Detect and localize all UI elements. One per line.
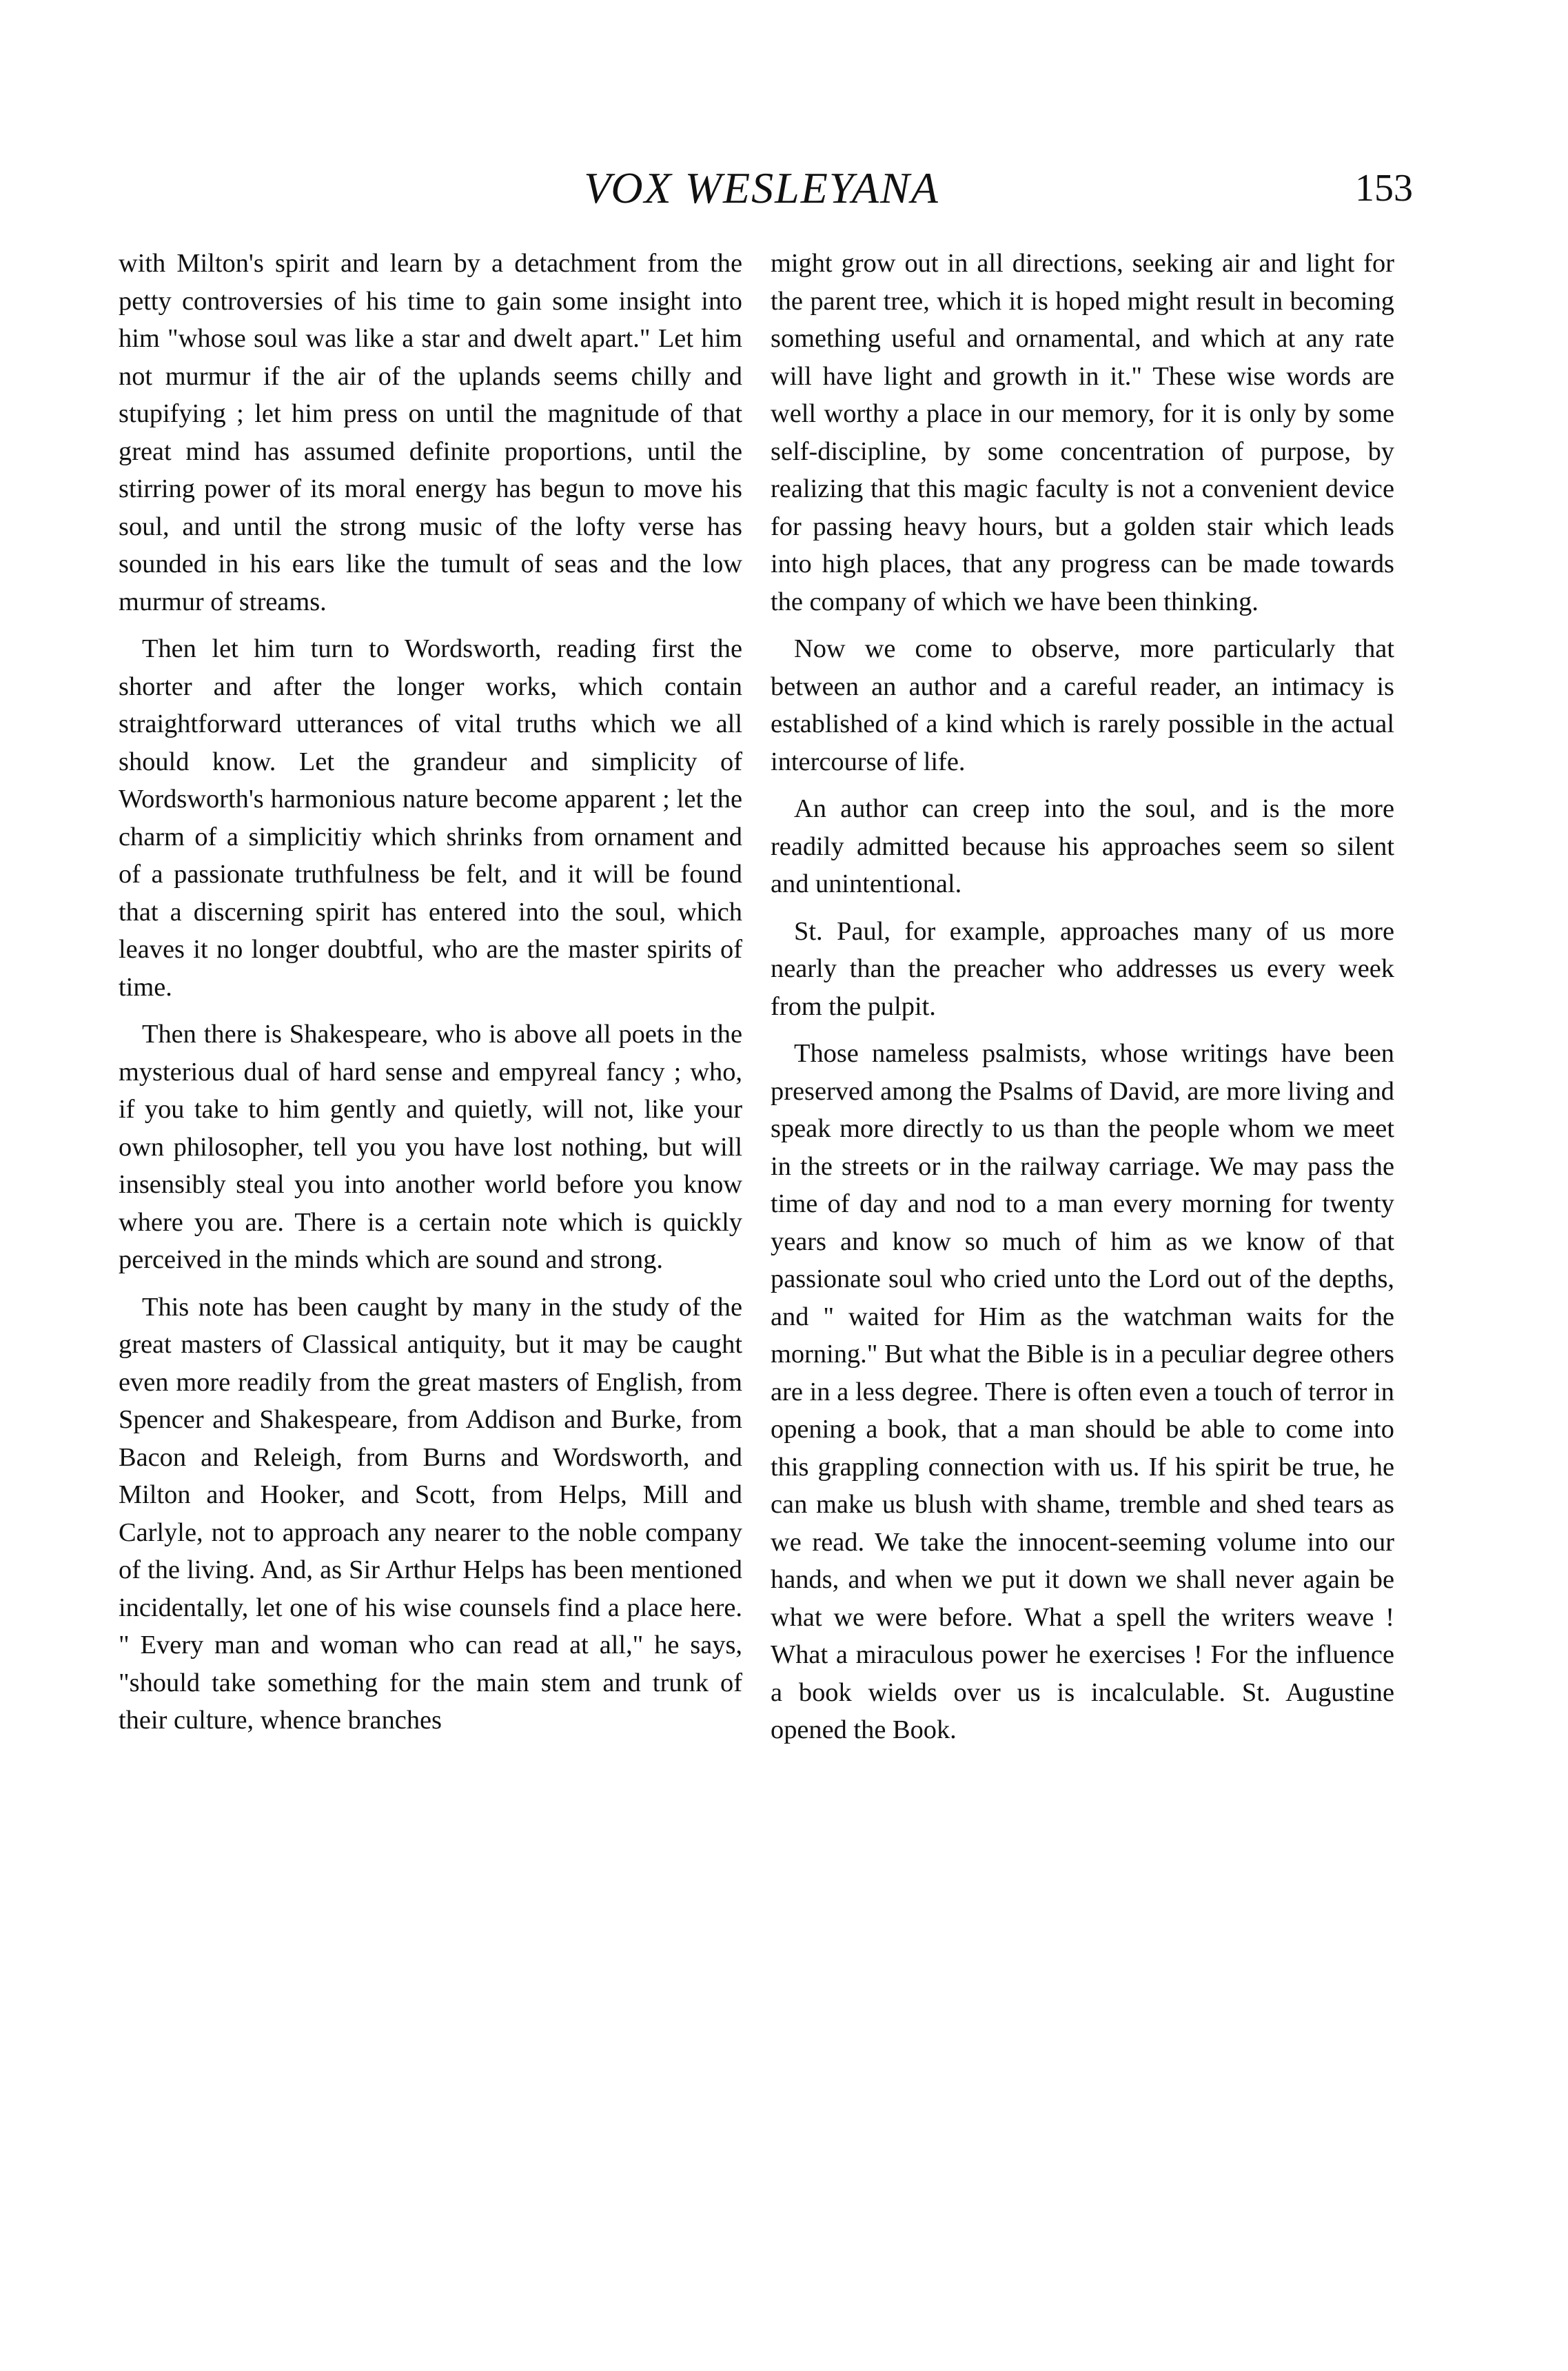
running-head	[110, 157, 1413, 219]
paragraph: This note has been caught by many in the study of the great masters of Classical antiquity, but it may be caught even more readily from the great masters of English, from Spencer and Shakespeare, from Addison and Burke, from Bacon and Releigh, from Burns and Wordsworth, and Milton and Hooker, and Scott, from Helps, Mill and Carlyle, not to approach any nearer to the noble company of the living. And, as Sir Arthur Helps has been mentioned incidentally, let one of his wise counsels find a place here. " Every man and woman who can read at all," he says, "should take something for the main stem and trunk of their culture, whence branches	[119, 1292, 742, 1735]
paragraph: Then there is Shakespeare, who is above all poets in the mysterious dual of hard sense and empyreal fancy ; who, if you take to him gently and quietly, will not, like your own philosopher, tell you you have lost nothing, but will insensibly steal you into another world before you know where you are. There is a certain note which is quickly perceived in the minds which are sound and strong.	[119, 1020, 742, 1274]
paragraph: Now we come to observe, more particularly that between an author and a careful reader, an intimacy is established of a kind which is rarely possible in the actual intercourse of life.	[771, 634, 1394, 776]
right-column	[771, 245, 1394, 1759]
paragraph: might grow out in all directions, seeking air and light for the parent tree, which it is hoped might result in becoming something useful and ornamental, and which at any rate will have light and growth in it." These wise words are well worthy a place in our memory, for it is only by some self-discipline, by some concentration of purpose, by realizing that this magic faculty is not a convenient device for passing heavy hours, but a golden stair which leads into high places, that any progress can be made towards the company of which we have been thinking.	[771, 249, 1394, 616]
paragraph: Those nameless psalmists, whose writings have been preserved among the Psalms of David, are more living and speak more directly to us than the people whom we meet in the streets or in the railway carriage. We may pass the time of day and nod to a man every morning for twenty years and know so much of him as we know of that passionate soul who cried unto the Lord out of the depths, and " waited for Him as the watchman waits for the morning." But what the Bible is in a peculiar degree others are in a less degree. There is often even a touch of terror in opening a book, that a man should be able to come into this grappling connection with us. If his spirit be true, he can make us blush with shame, tremble and shed tears as we read. We take the innocent-seeming volume into our hands, and when we put it down we shall never again be what we were before. What a spell the writers weave ! What a miraculous power he exercises ! For the influence a book wields over us is incalculable. St. Augustine opened the Book.	[771, 1039, 1394, 1744]
paragraph: with Milton's spirit and learn by a detachment from the petty controversies of his time to gain some insight into him "whose soul was like a star and dwelt apart." Let him not murmur if the air of the uplands seems chilly and stupifying ; let him press on until the magnitude of that great mind has assumed definite proportions, until the stirring power of its moral energy has begun to move his soul, and until the strong music of the lofty verse has sounded in his ears like the tumult of seas and the low murmur of streams.	[119, 249, 742, 616]
page-number: 153	[1355, 167, 1413, 210]
paragraph: An author can creep into the soul, and is the more readily admitted because his approaches seem so silent and unintentional.	[771, 794, 1394, 898]
journal-title: VOX WESLEYANA	[584, 163, 939, 212]
paragraph: Then let him turn to Wordsworth, reading first the shorter and after the longer works, which contain straightforward utterances of vital truths which we all should know. Let the grandeur and simplicity of Wordsworth's harmonious nature become apparent ; let the charm of a simplicitiy which shrinks from ornament and of a passionate truthfulness be felt, and it will be found that a discerning spirit has entered into the soul, which leaves it no longer doubtful, who are the master spirits of time.	[119, 634, 742, 1002]
paragraph: St. Paul, for example, approaches many of us more nearly than the preacher who addresses us every week from the pulpit.	[771, 916, 1394, 1021]
left-column	[119, 245, 742, 1749]
